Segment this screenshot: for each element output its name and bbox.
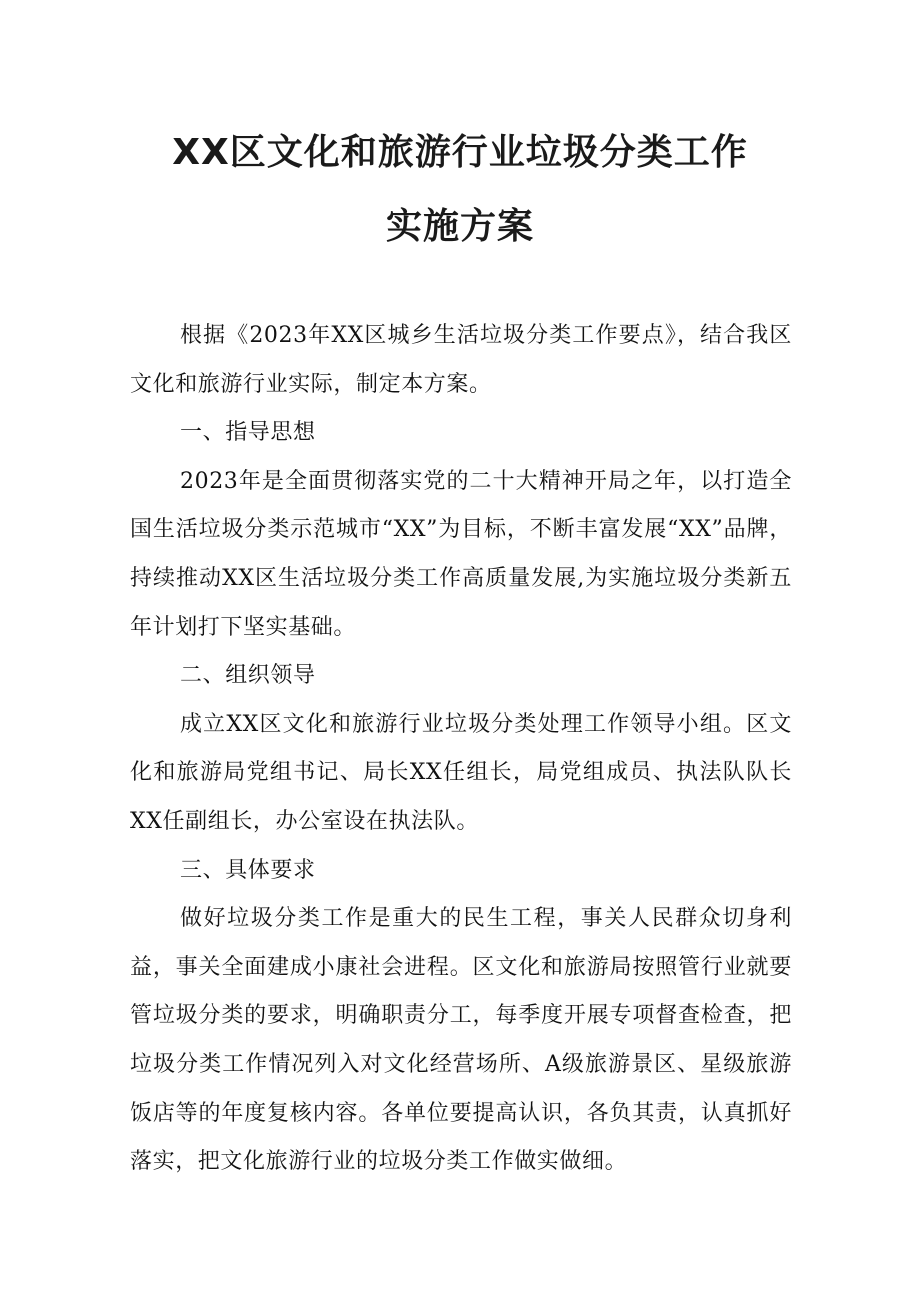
- intro-paragraph: 根据《2023年XX区城乡生活垃圾分类工作要点》，结合我区文化和旅游行业实际，制定本方案。: [130, 323, 792, 397]
- section-heading-guiding-ideology: 一、指导思想: [180, 420, 316, 446]
- document-title-line2: 实施方案: [385, 206, 534, 247]
- section-heading-requirements: 三、具体要求: [180, 857, 316, 883]
- document-body: [130, 312, 792, 1187]
- section-body-guiding-ideology: 2023年是全面贯彻落实党的二十大精神开局之年，以打造全国生活垃圾分类示范城市“XX”为目标，不断丰富发展“XX”品牌，持续推动XX区生活垃圾分类工作高质量发展,为实施垃圾分类新五年计划打下坚实基础。: [130, 468, 792, 640]
- document-title-line1: XX区文化和旅游行业垃圾分类工作: [172, 132, 748, 173]
- section-body-organization: 成立XX区文化和旅游行业垃圾分类处理工作领导小组。区文化和旅游局党组书记、局长XX任组长，局党组成员、执法队队长XX任副组长，办公室设在执法队。: [130, 711, 792, 834]
- section-heading-organization: 二、组织领导: [180, 663, 316, 689]
- section-body-requirements: 做好垃圾分类工作是重大的民生工程，事关人民群众切身利益，事关全面建成小康社会进程。区文化和旅游局按照管行业就要管垃圾分类的要求，明确职责分工，每季度开展专项督查检查，把垃圾分类工作情况列入对文化经营场所、A级旅游景区、星级旅游饭店等的年度复核内容。各单位要提高认识，各负其责，认真抓好落实，把文化旅游行业的垃圾分类工作做实做细。: [130, 906, 792, 1175]
